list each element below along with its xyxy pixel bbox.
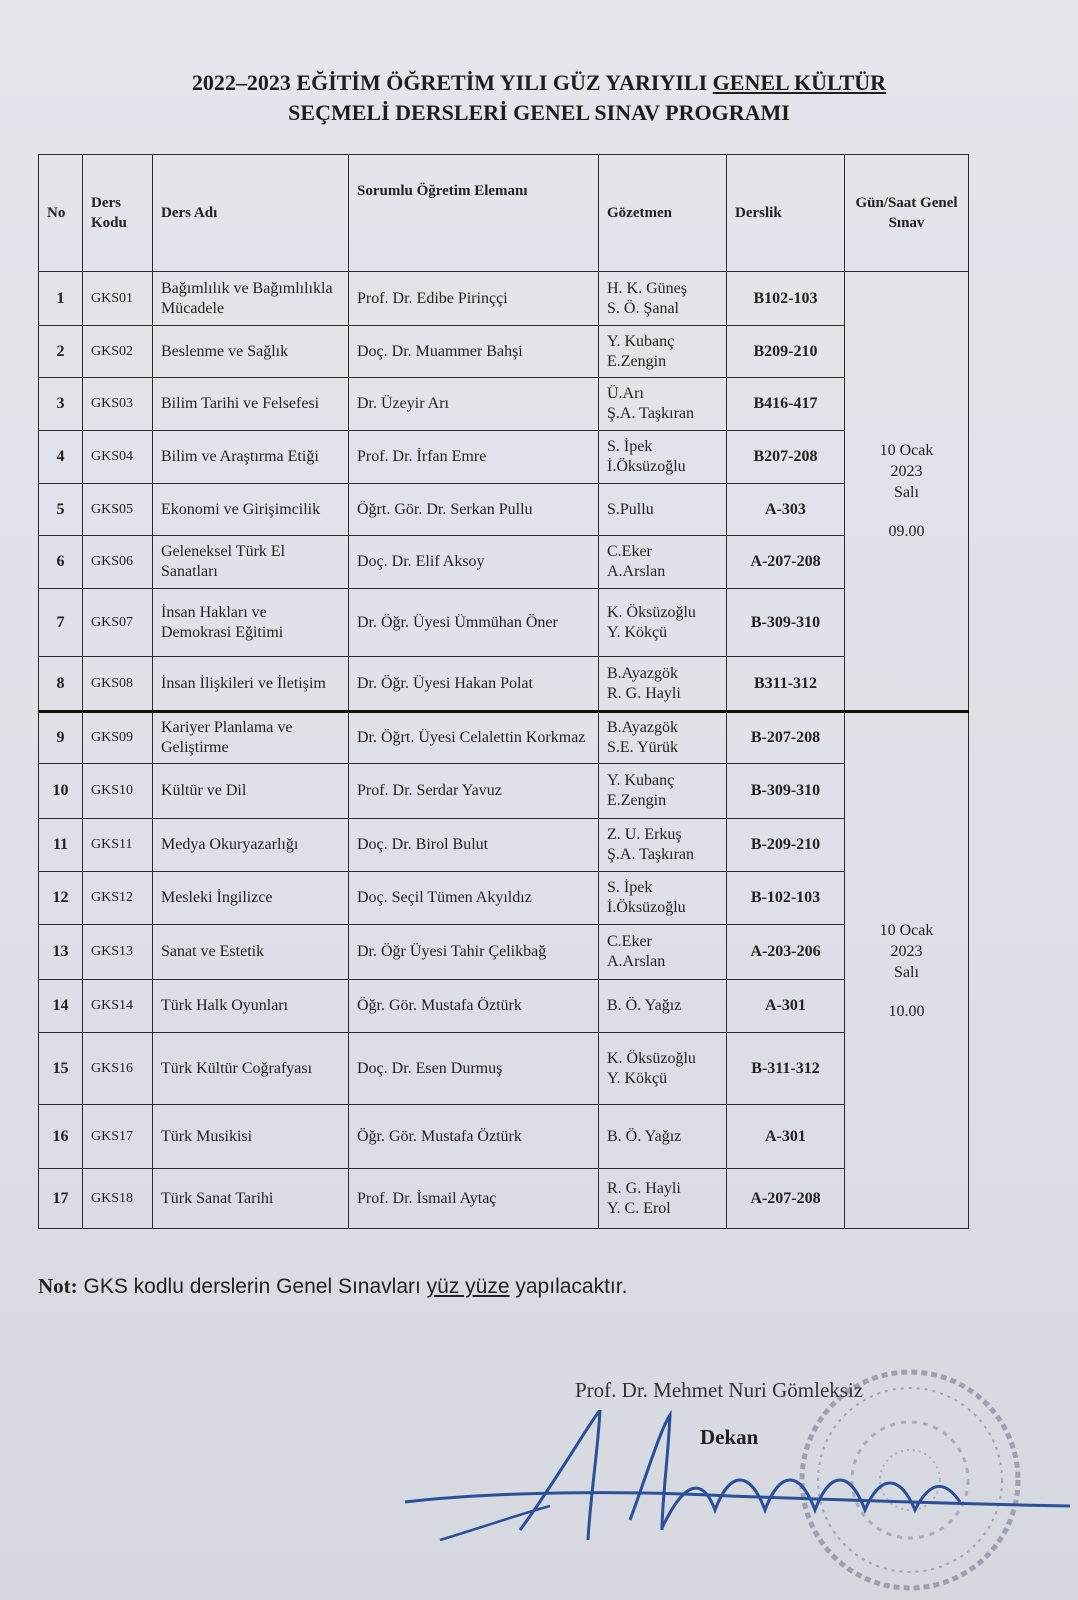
cell-instructor: Öğr. Gör. Mustafa Öztürk [349,1105,599,1169]
document-title [0,68,1078,128]
cell-course-name: İnsan Hakları ve Demokrasi Eğitimi [153,589,349,657]
proctor-1: Y. Kubanç [607,772,675,789]
cell-proctor [599,431,727,484]
cell-no: 8 [39,657,83,712]
cell-proctor [599,378,727,431]
cell-code: GKS07 [83,589,153,657]
cell-instructor: Dr. Öğr Üyesi Tahir Çelikbağ [349,925,599,980]
proctor-1: S. İpek [607,879,653,896]
cell-course-name: Kültür ve Dil [153,764,349,819]
proctor-1: R. G. Hayli [607,1179,681,1197]
cell-no: 1 [39,272,83,326]
cell-room: B207-208 [727,431,845,484]
table-row [39,326,969,378]
proctor-1: Y. Kubanç [607,332,675,350]
note-underlined: yüz yüze [426,1275,510,1298]
cell-instructor: Doç. Dr. Muammer Bahşi [349,326,599,378]
cell-course-name: Türk Halk Oyunları [153,980,349,1033]
cell-code: GKS02 [83,326,153,378]
cell-instructor: Prof. Dr. İrfan Emre [349,431,599,484]
cell-course-name: Türk Sanat Tarihi [153,1169,349,1229]
cell-course-name: Türk Kültür Coğrafyası [153,1033,349,1105]
cell-room: B-309-310 [727,589,845,657]
cell-no: 13 [39,925,83,980]
proctor-1: Z. U. Erkuş [607,826,682,843]
proctor-2: A.Arslan [607,563,666,580]
cell-proctor [599,1105,727,1169]
cell-no: 12 [39,872,83,925]
header-no: No [39,155,83,272]
cell-no: 4 [39,431,83,484]
cell-room: A-207-208 [727,536,845,589]
header-name: Ders Adı [153,155,349,272]
cell-proctor [599,764,727,819]
cell-course-name: Mesleki İngilizce [153,872,349,925]
cell-no: 5 [39,484,83,536]
cell-course-name: İnsan İlişkileri ve İletişim [153,657,349,712]
footnote: Not: GKS kodlu derslerin Genel Sınavları yüz yüze yapılacaktır. [38,1274,628,1298]
cell-code: GKS18 [83,1169,153,1229]
cell-room: B-209-210 [727,819,845,872]
signatory-title: Dekan [700,1425,759,1449]
proctor-2: R. G. Hayli [607,684,681,702]
cell-code: GKS01 [83,272,153,326]
cell-code: GKS03 [83,378,153,431]
proctor-1: Ü.Arı [607,385,644,402]
cell-no: 14 [39,980,83,1033]
table-row [39,1169,969,1229]
cell-proctor [599,589,727,657]
proctor-2: Y. Kökçü [607,1069,668,1087]
cell-room: B-309-310 [727,764,845,819]
proctor-2: İ.Öksüzoğlu [607,899,686,916]
proctor-1: S. İpek [607,438,653,455]
title-line-1: 2022–2023 EĞİTİM ÖĞRETİM YILI GÜZ YARIYILI GENEL KÜLTÜR [191,70,887,95]
cell-course-name: Medya Okuryazarlığı [153,819,349,872]
cell-no: 10 [39,764,83,819]
cell-no: 6 [39,536,83,589]
cell-exam-datetime: 10 Ocak 2023 Salı 09.00 [845,272,969,712]
table-row [39,1105,969,1169]
cell-proctor [599,872,727,925]
cell-room: A-203-206 [727,925,845,980]
cell-no: 17 [39,1169,83,1229]
table-row [39,712,969,764]
table-row [39,819,969,872]
cell-room: B311-312 [727,657,845,712]
cell-no: 7 [39,589,83,657]
cell-exam-datetime: 10 Ocak 2023 Salı 10.00 [845,712,969,1229]
cell-room: B-102-103 [727,872,845,925]
exam-schedule-table [38,154,969,1229]
table-row [39,378,969,431]
cell-instructor: Dr. Öğrt. Üyesi Celalettin Korkmaz [349,712,599,764]
cell-course-name: Kariyer Planlama ve Geliştirme [153,712,349,764]
table-row [39,589,969,657]
cell-course-name: Sanat ve Estetik [153,925,349,980]
cell-no: 15 [39,1033,83,1105]
cell-instructor: Prof. Dr. Serdar Yavuz [349,764,599,819]
cell-proctor [599,536,727,589]
note-label: Not: [38,1274,78,1298]
cell-proctor [599,272,727,326]
cell-instructor: Öğr. Gör. Mustafa Öztürk [349,980,599,1033]
cell-room: A-301 [727,980,845,1033]
cell-proctor [599,484,727,536]
cell-instructor: Doç. Dr. Elif Aksoy [349,536,599,589]
proctor-1: K. Öksüzoğlu [607,603,696,621]
cell-code: GKS12 [83,872,153,925]
proctor-2: Y. C. Erol [607,1199,671,1217]
proctor-1: B.Ayazgök [607,664,678,682]
table-header-row [39,155,969,272]
cell-course-name: Geleneksel Türk El Sanatları [153,536,349,589]
table-row [39,536,969,589]
cell-no: 2 [39,326,83,378]
cell-course-name: Bilim Tarihi ve Felsefesi [153,378,349,431]
proctor-2: S. Ö. Şanal [607,299,679,317]
cell-code: GKS13 [83,925,153,980]
proctor-1: B.Ayazgök [607,719,678,736]
proctor-1: S.Pullu [607,500,654,518]
header-code: Ders Kodu [83,155,153,272]
header-room: Derslik [727,155,845,272]
title-line-2: SEÇMELİ DERSLERİ GENEL SINAV PROGRAMI [288,100,790,125]
cell-code: GKS17 [83,1105,153,1169]
proctor-2: Ş.A. Taşkıran [607,405,695,422]
proctor-2: İ.Öksüzoğlu [607,458,686,475]
proctor-2: E.Zengin [607,792,667,809]
cell-room: B102-103 [727,272,845,326]
proctor-2: S.E. Yürük [607,739,678,756]
cell-no: 16 [39,1105,83,1169]
cell-instructor: Doç. Seçil Tümen Akyıldız [349,872,599,925]
header-proctor: Gözetmen [599,155,727,272]
cell-code: GKS14 [83,980,153,1033]
cell-proctor [599,326,727,378]
proctor-2: Ş.A. Taşkıran [607,846,695,863]
proctor-1: C.Eker [607,543,652,560]
header-instructor: Sorumlu Öğretim Elemanı [349,155,599,272]
cell-code: GKS04 [83,431,153,484]
cell-no: 3 [39,378,83,431]
table-row [39,764,969,819]
cell-proctor [599,980,727,1033]
cell-code: GKS16 [83,1033,153,1105]
cell-instructor: Dr. Üzeyir Arı [349,378,599,431]
cell-no: 11 [39,819,83,872]
proctor-1: K. Öksüzoğlu [607,1049,696,1067]
table-row [39,272,969,326]
title-underlined: GENEL KÜLTÜR [712,70,887,95]
cell-room: B-311-312 [727,1033,845,1105]
table-row [39,1033,969,1105]
cell-course-name: Bilim ve Araştırma Etiği [153,431,349,484]
cell-code: GKS06 [83,536,153,589]
cell-code: GKS08 [83,657,153,712]
proctor-2: Y. Kökçü [607,623,668,641]
cell-code: GKS05 [83,484,153,536]
header-datetime: Gün/Saat Genel Sınav [845,155,969,272]
cell-instructor: Prof. Dr. Edibe Pirinççi [349,272,599,326]
proctor-1: C.Eker [607,933,652,950]
cell-proctor [599,712,727,764]
cell-instructor: Dr. Öğr. Üyesi Ümmühan Öner [349,589,599,657]
cell-code: GKS09 [83,712,153,764]
cell-proctor [599,1169,727,1229]
table-row [39,872,969,925]
cell-proctor [599,1033,727,1105]
cell-course-name: Bağımlılık ve Bağımlılıkla Mücadele [153,272,349,326]
cell-proctor [599,657,727,712]
cell-instructor: Doç. Dr. Birol Bulut [349,819,599,872]
table-row [39,980,969,1033]
cell-code: GKS11 [83,819,153,872]
table-row [39,484,969,536]
proctor-1: B. Ö. Yağız [607,997,682,1014]
table-row [39,925,969,980]
cell-no: 9 [39,712,83,764]
cell-course-name: Beslenme ve Sağlık [153,326,349,378]
table-row [39,431,969,484]
cell-instructor: Dr. Öğr. Üyesi Hakan Polat [349,657,599,712]
proctor-1: B. Ö. Yağız [607,1127,682,1145]
proctor-2: E.Zengin [607,352,667,370]
cell-room: B-207-208 [727,712,845,764]
cell-instructor: Öğrt. Gör. Dr. Serkan Pullu [349,484,599,536]
cell-room: B416-417 [727,378,845,431]
cell-proctor [599,819,727,872]
cell-room: A-301 [727,1105,845,1169]
cell-course-name: Türk Musikisi [153,1105,349,1169]
cell-room: A-207-208 [727,1169,845,1229]
proctor-2: A.Arslan [607,953,666,970]
cell-proctor [599,925,727,980]
cell-instructor: Doç. Dr. Esen Durmuş [349,1033,599,1105]
cell-room: B209-210 [727,326,845,378]
proctor-1: H. K. Güneş [607,279,687,297]
cell-instructor: Prof. Dr. İsmail Aytaç [349,1169,599,1229]
cell-course-name: Ekonomi ve Girişimcilik [153,484,349,536]
cell-room: A-303 [727,484,845,536]
signatory-name: Prof. Dr. Mehmet Nuri Gömleksiz [575,1378,864,1402]
cell-code: GKS10 [83,764,153,819]
table-row [39,657,969,712]
